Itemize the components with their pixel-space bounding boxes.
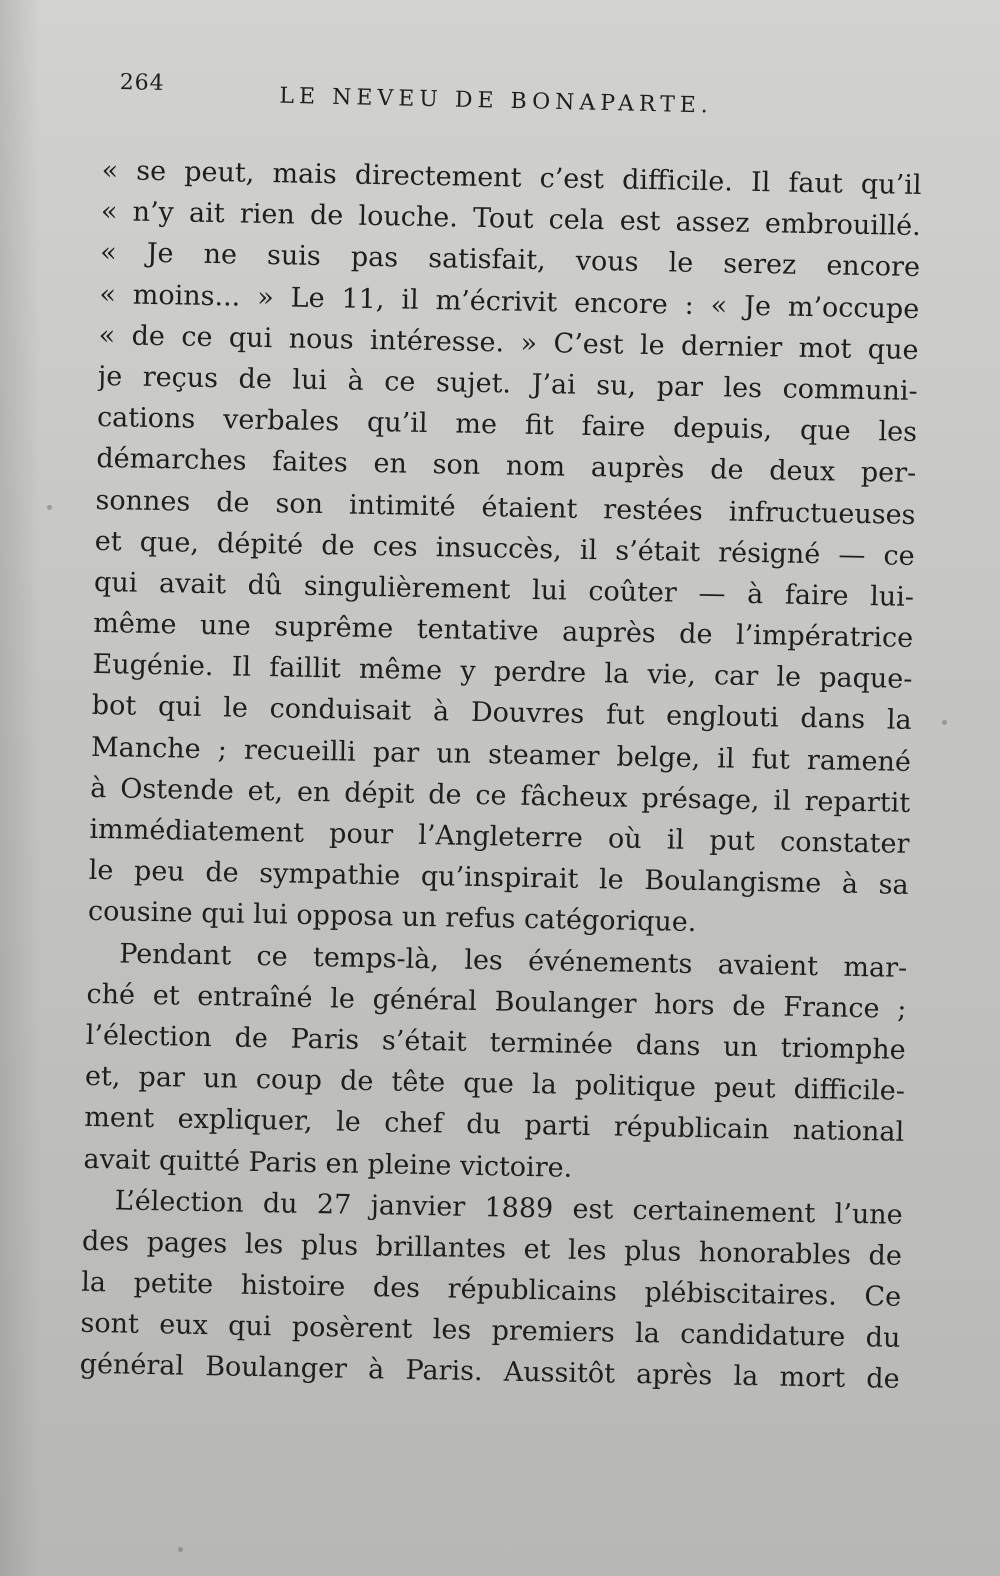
text-line: le peu de sympathie qu’inspirait le Boulangisme à sa bbox=[88, 855, 909, 902]
paper-speck bbox=[942, 720, 947, 725]
text-line: avait quitté Paris en pleine victoire. bbox=[83, 1143, 573, 1184]
text-line: ché et entraîné le général Boulanger hors de France ; bbox=[86, 978, 907, 1025]
text-line: cousine qui lui opposa un refus catégorique. bbox=[87, 896, 697, 939]
text-line: cations verbales qu’il me fit faire depuis, que les bbox=[96, 402, 918, 449]
text-line: des pages les plus brillantes et les plus honorables de bbox=[81, 1225, 903, 1272]
text-line: à Ostende et, en dépit de ce fâcheux présage, il repartit bbox=[90, 772, 911, 819]
body-text bbox=[79, 150, 922, 1400]
text-line: L’élection du 27 janvier 1889 est certainement l’une bbox=[114, 1185, 903, 1231]
text-line: immédiatement pour l’Angleterre où il put constater bbox=[89, 813, 910, 860]
text-line: et que, dépité de ces insuccès, il s’était résigné — ce bbox=[94, 525, 915, 572]
text-line: sonnes de son intimité étaient restées infructueuses bbox=[95, 484, 916, 531]
text-line: ment expliquer, le chef du parti républicain national bbox=[83, 1102, 905, 1149]
running-title: LE NEVEU DE BONAPARTE. bbox=[279, 83, 714, 119]
text-line: démarches faites en son nom auprès de deux per- bbox=[96, 443, 917, 490]
text-line: « de ce qui nous intéresse. » C’est le dernier mot que bbox=[98, 319, 919, 366]
text-line: Pendant ce temps-là, les événements avaient mar- bbox=[118, 938, 908, 984]
text-line: bot qui le conduisait à Douvres fut englouti dans la bbox=[91, 690, 912, 737]
text-line: « Je ne suis pas satisfait, vous le serez encore bbox=[99, 237, 921, 284]
text-line: Manche ; recueilli par un steamer belge, il fut ramené bbox=[90, 731, 912, 778]
paper-speck bbox=[178, 1547, 183, 1552]
text-line: « n’y ait rien de louche. Tout cela est assez embrouillé. bbox=[100, 196, 922, 243]
text-line: sont eux qui posèrent les premiers la candidature du bbox=[80, 1308, 901, 1355]
text-line: la petite histoire des républicains plébiscitaires. Ce bbox=[80, 1266, 902, 1313]
text-line: qui avait dû singulièrement lui coûter — à faire lui- bbox=[93, 566, 915, 613]
text-line: et, par un coup de tête que la politique peut difficile- bbox=[84, 1060, 906, 1107]
page-number: 264 bbox=[119, 70, 165, 97]
paper-speck bbox=[47, 505, 52, 510]
page-edge-shadow bbox=[0, 0, 40, 1576]
text-line: « se peut, mais directement c’est difficile. Il faut qu’il bbox=[101, 154, 922, 202]
page-header bbox=[119, 70, 780, 135]
text-line: même une suprême tentative auprès de l’impératrice bbox=[93, 607, 914, 655]
text-line: je reçus de lui à ce sujet. J’ai su, par les communi- bbox=[97, 360, 918, 407]
text-line: Eugénie. Il faillit même y perdre la vie, car le paque- bbox=[92, 649, 913, 696]
text-line: l’élection de Paris s’était terminée dans un triomphe bbox=[85, 1019, 906, 1066]
text-line: général Boulanger à Paris. Aussitôt après la mort de bbox=[79, 1349, 900, 1396]
text-line: « moins... » Le 11, il m’écrivit encore : « Je m’occupe bbox=[99, 278, 920, 325]
